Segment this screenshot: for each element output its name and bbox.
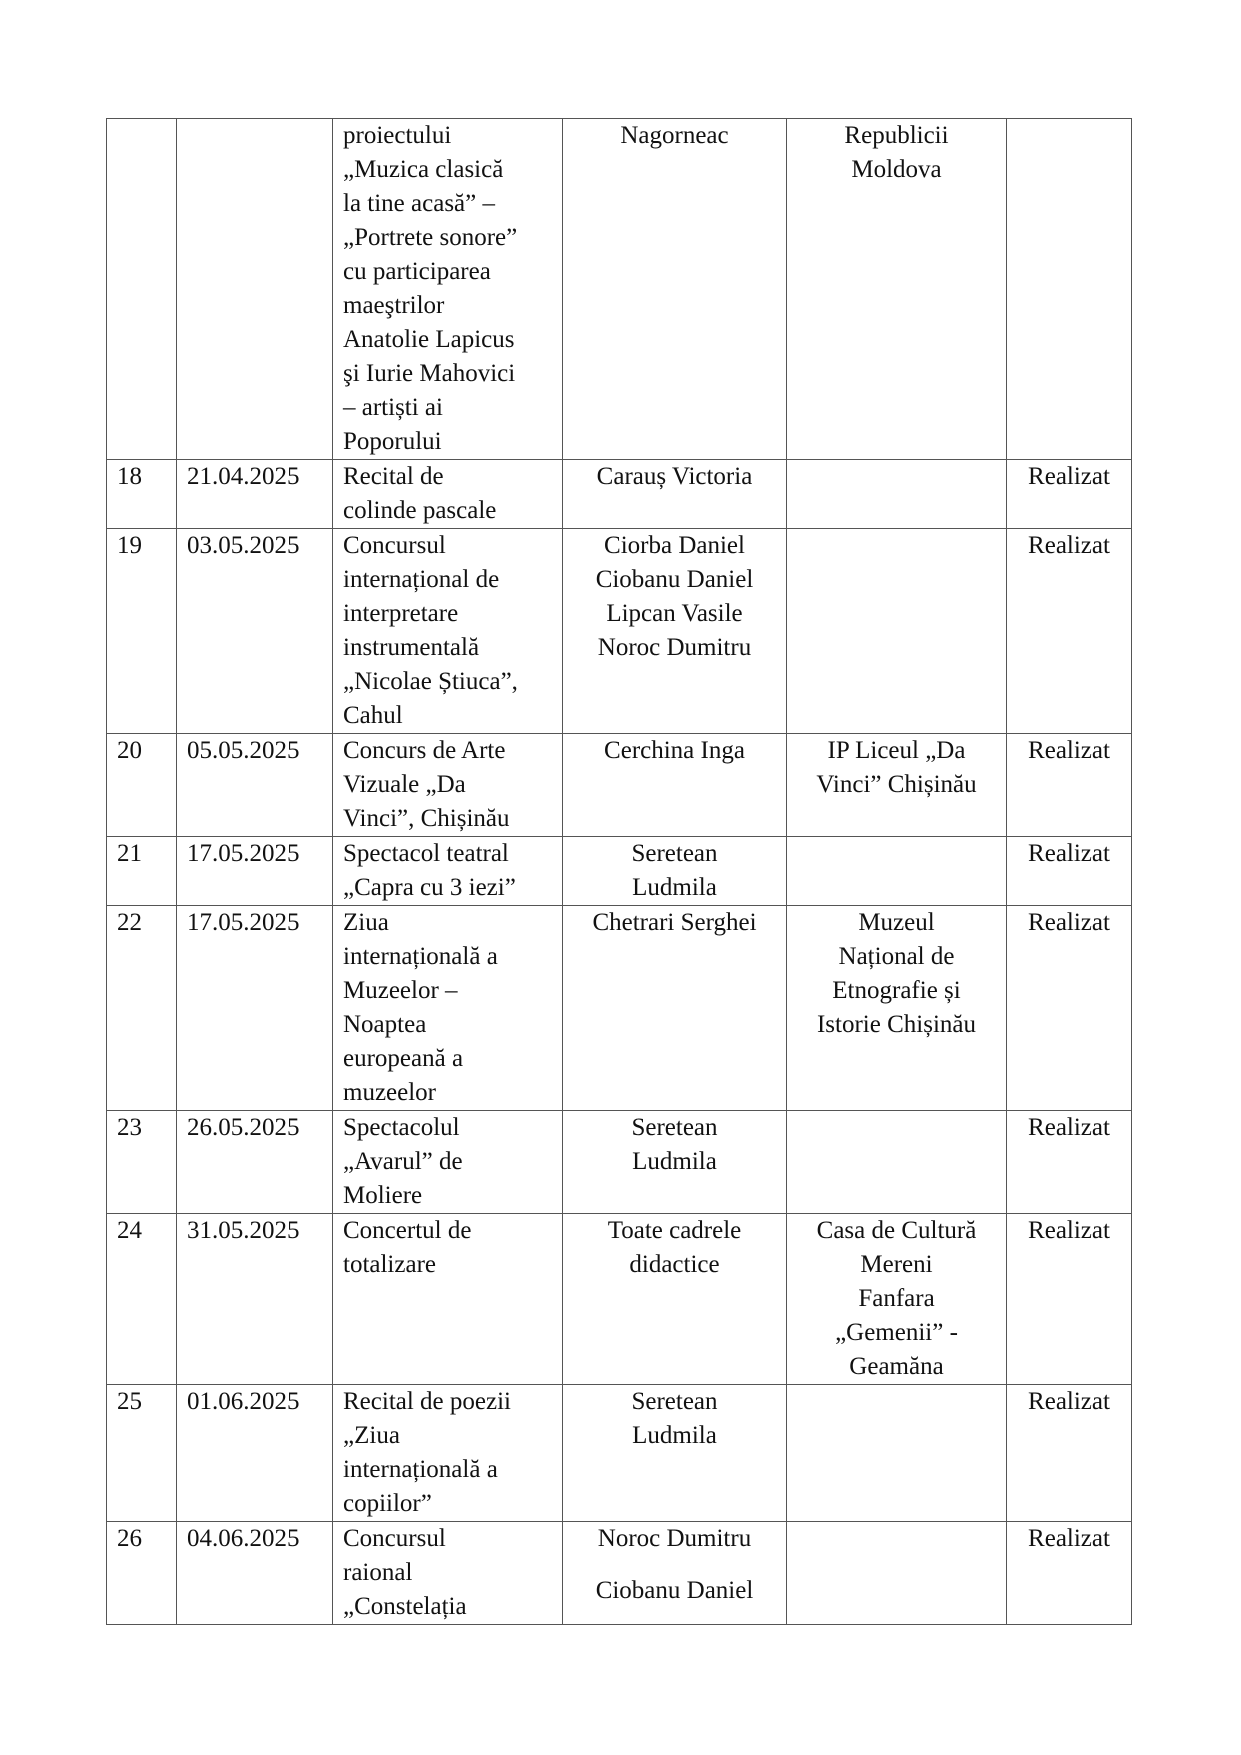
date-cell (177, 1522, 333, 1625)
table-row (107, 460, 1132, 529)
activity-line: cu participarea (343, 258, 491, 285)
activity-line: „Portrete sonore” (343, 224, 518, 251)
status-cell (1007, 1214, 1132, 1385)
partners-cell (787, 1214, 1007, 1385)
partners-cell (787, 119, 1007, 460)
partners-cell (787, 734, 1007, 837)
status-text: Realizat (1028, 1114, 1110, 1141)
responsible-line: Ludmila (632, 874, 717, 901)
activity-cell (333, 119, 563, 460)
partners-line: Fanfara (858, 1285, 935, 1312)
row-number-cell (107, 734, 177, 837)
activity-cell (333, 906, 563, 1111)
activity-line: „Ziua (343, 1422, 400, 1449)
date-text: 04.06.2025 (187, 1525, 300, 1552)
activity-line: „Constelația (343, 1593, 467, 1620)
responsible-cell (563, 119, 787, 460)
status-text: Realizat (1028, 463, 1110, 490)
responsible-line: Nagorneac (620, 122, 729, 149)
date-cell (177, 119, 333, 460)
table-row (107, 119, 1132, 460)
date-cell (177, 1111, 333, 1214)
activity-line: Vizuale „Da (343, 771, 466, 798)
activity-cell (333, 1385, 563, 1522)
partners-cell (787, 906, 1007, 1111)
responsible-line: Cerchina Inga (604, 737, 745, 764)
partners-line: Republicii (844, 122, 949, 149)
activity-cell (333, 734, 563, 837)
activity-line: Concertul de (343, 1217, 472, 1244)
date-text: 01.06.2025 (187, 1388, 300, 1415)
activity-line: Ziua (343, 909, 389, 936)
activity-line: Poporului (343, 428, 442, 455)
partners-line: Istorie Chișinău (816, 1011, 976, 1038)
activity-line: Spectacol teatral (343, 840, 509, 867)
activity-line: Concurs de Arte (343, 737, 506, 764)
activity-cell (333, 837, 563, 906)
status-cell (1007, 1385, 1132, 1522)
activity-line: Spectacolul (343, 1114, 460, 1141)
status-cell (1007, 837, 1132, 906)
activity-line: Moliere (343, 1182, 423, 1209)
table-row (107, 837, 1132, 906)
date-cell (177, 734, 333, 837)
row-number-cell (107, 906, 177, 1111)
activity-line: „Avarul” de (343, 1148, 463, 1175)
responsible-cell (563, 460, 787, 529)
activities-table-body (107, 119, 1132, 1625)
activity-line: europeană a (343, 1045, 464, 1072)
row-number-text: 21 (117, 840, 142, 867)
status-text: Realizat (1028, 1525, 1110, 1552)
responsible-line: Ciobanu Daniel (595, 1577, 754, 1604)
activity-line: Vinci”, Chișinău (343, 805, 510, 832)
status-cell (1007, 906, 1132, 1111)
date-text: 17.05.2025 (187, 840, 300, 867)
status-text: Realizat (1028, 532, 1110, 559)
activity-line: Anatolie Lapicus (343, 326, 515, 353)
row-number-text: 26 (117, 1525, 142, 1552)
activity-line: – artiști ai (343, 394, 443, 421)
table-row (107, 1385, 1132, 1522)
activity-line: internațională a (343, 1456, 498, 1483)
status-text: Realizat (1028, 909, 1110, 936)
partners-line: Etnografie și (832, 977, 961, 1004)
partners-line: Vinci” Chișinău (816, 771, 977, 798)
activity-cell (333, 460, 563, 529)
responsible-cell (563, 837, 787, 906)
activity-line: Cahul (343, 702, 403, 729)
responsible-cell (563, 1385, 787, 1522)
activity-cell (333, 1214, 563, 1385)
activity-line: Recital de poezii (343, 1388, 511, 1415)
status-cell (1007, 1111, 1132, 1214)
row-number-cell (107, 837, 177, 906)
date-cell (177, 837, 333, 906)
status-text: Realizat (1028, 1388, 1110, 1415)
date-text: 26.05.2025 (187, 1114, 300, 1141)
date-text: 03.05.2025 (187, 532, 300, 559)
responsible-line: Ciobanu Daniel (595, 566, 754, 593)
partners-line: Moldova (851, 156, 942, 183)
activities-table (106, 118, 1132, 1625)
responsible-line: Seretean (631, 1388, 718, 1415)
row-number-cell (107, 1111, 177, 1214)
partners-cell (787, 1111, 1007, 1214)
activity-line: maeştrilor (343, 292, 445, 319)
activity-cell (333, 529, 563, 734)
partners-cell (787, 1385, 1007, 1522)
row-number-text: 18 (117, 463, 142, 490)
activity-cell (333, 1111, 563, 1214)
activity-line: raional (343, 1559, 413, 1586)
partners-line: Național de (838, 943, 955, 970)
activity-line: internațională a (343, 943, 498, 970)
responsible-cell (563, 1111, 787, 1214)
activity-line: la tine acasă” – (343, 190, 495, 217)
status-cell (1007, 734, 1132, 837)
partners-cell (787, 460, 1007, 529)
activity-line: Noaptea (343, 1011, 427, 1038)
activity-line: Recital de (343, 463, 444, 490)
partners-cell (787, 837, 1007, 906)
activity-line: şi Iurie Mahovici (343, 360, 516, 387)
table-row (107, 1522, 1132, 1625)
table-row (107, 1214, 1132, 1385)
responsible-cell (563, 1214, 787, 1385)
row-number-text: 23 (117, 1114, 142, 1141)
date-text: 21.04.2025 (187, 463, 300, 490)
status-text: Realizat (1028, 737, 1110, 764)
row-number-cell (107, 529, 177, 734)
status-cell (1007, 460, 1132, 529)
date-cell (177, 906, 333, 1111)
responsible-line: Ludmila (632, 1422, 717, 1449)
activity-line: colinde pascale (343, 497, 497, 524)
activity-line: „Capra cu 3 iezi” (343, 874, 516, 901)
activity-line: totalizare (343, 1251, 436, 1278)
status-cell (1007, 119, 1132, 460)
partners-cell (787, 1522, 1007, 1625)
row-number-text: 24 (117, 1217, 142, 1244)
activity-line: copiilor” (343, 1490, 432, 1517)
row-number-cell (107, 1522, 177, 1625)
row-number-text: 22 (117, 909, 142, 936)
partners-line: Mereni (860, 1251, 933, 1278)
partners-line: Geamăna (849, 1353, 944, 1380)
row-number-cell (107, 1214, 177, 1385)
responsible-cell (563, 906, 787, 1111)
table-row (107, 906, 1132, 1111)
activity-line: Concursul (343, 532, 446, 559)
responsible-line: didactice (629, 1251, 720, 1278)
partners-cell (787, 529, 1007, 734)
status-text: Realizat (1028, 1217, 1110, 1244)
date-cell (177, 1385, 333, 1522)
date-cell (177, 529, 333, 734)
responsible-cell (563, 734, 787, 837)
date-cell (177, 460, 333, 529)
activity-line: „Muzica clasică (343, 156, 504, 183)
row-number-text: 19 (117, 532, 142, 559)
activity-line: proiectului (343, 122, 452, 149)
activity-line: Concursul (343, 1525, 446, 1552)
date-text: 05.05.2025 (187, 737, 300, 764)
responsible-line: Ciorba Daniel (604, 532, 745, 559)
activity-line: interpretare (343, 600, 459, 627)
responsible-line: Lipcan Vasile (606, 600, 743, 627)
responsible-line: Carauș Victoria (596, 463, 753, 490)
responsible-line: Chetrari Serghei (592, 909, 757, 936)
date-text: 17.05.2025 (187, 909, 300, 936)
partners-line: Casa de Cultură (816, 1217, 977, 1244)
status-text: Realizat (1028, 840, 1110, 867)
table-row (107, 1111, 1132, 1214)
row-number-text: 25 (117, 1388, 142, 1415)
row-number-text: 20 (117, 737, 142, 764)
partners-line: IP Liceul „Da (827, 737, 966, 764)
status-cell (1007, 529, 1132, 734)
partners-line: „Gemenii” - (835, 1319, 958, 1346)
row-number-cell (107, 119, 177, 460)
activity-line: „Nicolae Știuca”, (343, 668, 518, 695)
activity-line: internațional de (343, 566, 500, 593)
responsible-line: Seretean (631, 840, 718, 867)
activity-line: Muzeelor – (343, 977, 458, 1004)
date-text: 31.05.2025 (187, 1217, 300, 1244)
activity-line: instrumentală (343, 634, 480, 661)
responsible-line (573, 1556, 776, 1574)
activity-line: muzeelor (343, 1079, 437, 1106)
responsible-line: Ludmila (632, 1148, 717, 1175)
responsible-line: Noroc Dumitru (597, 1525, 752, 1552)
partners-line: Muzeul (858, 909, 935, 936)
table-row (107, 734, 1132, 837)
responsible-line: Seretean (631, 1114, 718, 1141)
row-number-cell (107, 460, 177, 529)
responsible-line: Noroc Dumitru (597, 634, 752, 661)
table-row (107, 529, 1132, 734)
responsible-cell (563, 1522, 787, 1625)
status-cell (1007, 1522, 1132, 1625)
responsible-cell (563, 529, 787, 734)
date-cell (177, 1214, 333, 1385)
responsible-line: Toate cadrele (607, 1217, 742, 1244)
activity-cell (333, 1522, 563, 1625)
row-number-cell (107, 1385, 177, 1522)
